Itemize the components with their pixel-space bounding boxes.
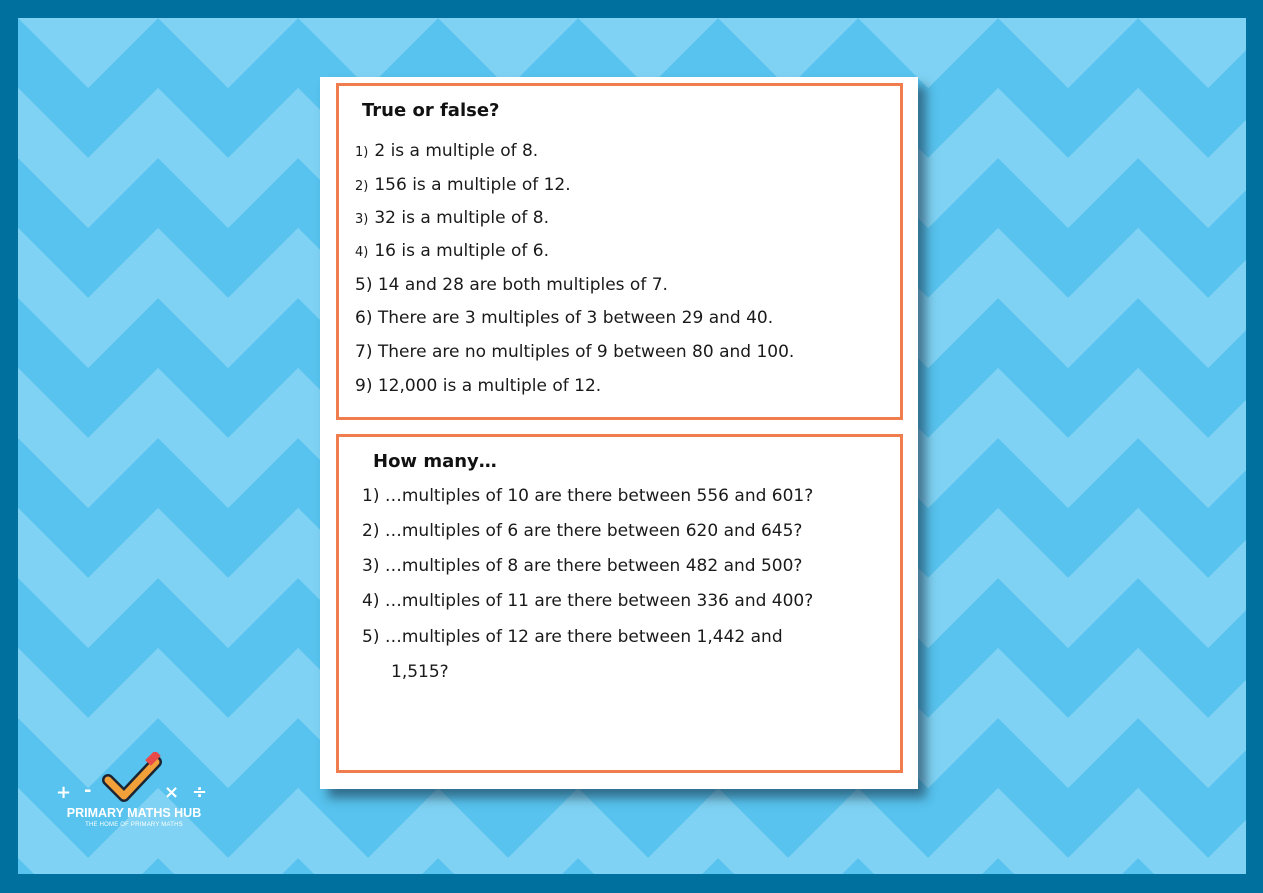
how-many-item — [362, 521, 802, 541]
item-number: 7) — [355, 342, 373, 362]
true-false-item — [355, 241, 549, 261]
how-many-item — [362, 627, 783, 647]
item-text: 2 is a multiple of 8. — [374, 141, 539, 161]
how-many-item — [362, 486, 813, 506]
logo-tagline: THE HOME OF PRIMARY MATHS — [85, 822, 183, 828]
divide-icon: ÷ — [192, 782, 208, 803]
how-many-title: How many… — [373, 451, 497, 472]
logo-symbols-icon — [46, 752, 222, 808]
item-text: There are 3 multiples of 3 between 29 and 40. — [377, 308, 774, 328]
minus-icon: - — [84, 780, 92, 801]
logo-name: PRIMARY MATHS HUB — [66, 806, 202, 820]
primary-maths-hub-logo — [46, 752, 222, 832]
true-false-item — [355, 275, 668, 295]
check-mark-icon — [108, 752, 161, 796]
item-text: There are no multiples of 9 between 80 and 100. — [377, 342, 795, 362]
item-text: 12,000 is a multiple of 12. — [377, 376, 602, 396]
item-number: 2) — [355, 179, 369, 194]
item-number: 1) — [362, 486, 380, 506]
multiply-icon: × — [164, 782, 180, 803]
item-number: 9) — [355, 376, 373, 396]
item-number: 5) — [362, 627, 380, 647]
plus-icon: + — [56, 782, 72, 803]
true-false-item — [355, 141, 538, 161]
true-false-item — [355, 175, 571, 195]
item-text: …multiples of 12 are there between 1,442 and — [384, 627, 783, 647]
true-false-item — [355, 376, 601, 396]
how-many-item — [362, 591, 813, 611]
item-number: 4) — [362, 591, 380, 611]
item-number: 5) — [355, 275, 373, 295]
item-number: 1) — [355, 145, 369, 160]
item-number: 3) — [355, 212, 369, 227]
item-text: …multiples of 8 are there between 482 and 500? — [384, 556, 803, 576]
true-false-title: True or false? — [362, 100, 500, 121]
item-text: 156 is a multiple of 12. — [374, 175, 571, 195]
item-number: 2) — [362, 521, 380, 541]
item-number: 4) — [355, 245, 369, 260]
how-many-item — [362, 556, 802, 576]
true-false-item — [355, 208, 549, 228]
true-false-item — [355, 308, 773, 328]
item-text: …multiples of 6 are there between 620 and 645? — [384, 521, 803, 541]
item-text: …multiples of 10 are there between 556 and 601? — [384, 486, 814, 506]
item-number: 3) — [362, 556, 380, 576]
item-text: 32 is a multiple of 8. — [374, 208, 550, 228]
item-text: 16 is a multiple of 6. — [374, 241, 550, 261]
true-false-item — [355, 342, 794, 362]
how-many-item-continuation: 1,515? — [391, 662, 449, 682]
item-text: 14 and 28 are both multiples of 7. — [377, 275, 668, 295]
item-text: …multiples of 11 are there between 336 and 400? — [384, 591, 814, 611]
item-number: 6) — [355, 308, 373, 328]
